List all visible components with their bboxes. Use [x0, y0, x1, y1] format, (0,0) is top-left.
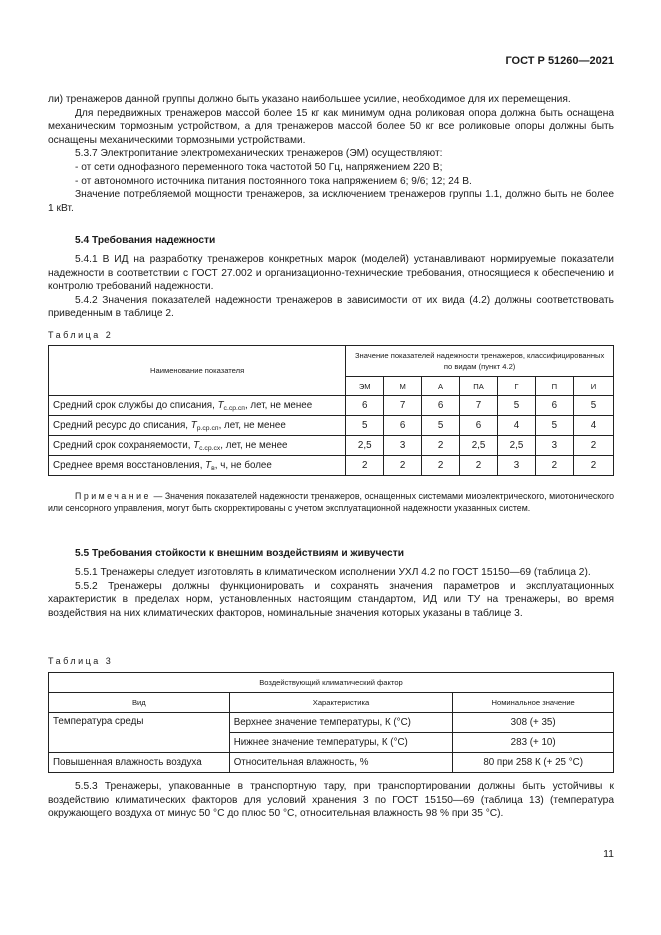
row-name-sub: в: [211, 465, 215, 472]
row-name-sym: T: [190, 420, 197, 431]
row-name-sym: T: [193, 440, 200, 451]
page-number: 11: [603, 848, 614, 860]
document-id-header: ГОСТ Р 51260—2021: [505, 55, 614, 67]
row-name-post: , лет, не менее: [218, 420, 286, 431]
section-5-4: [48, 253, 614, 321]
paragraph: ли) тренажеров данной группы должно быть указано наибольшее усилие, необходимое для их перемещения.: [48, 94, 571, 105]
table-2-value-cell: 2,5: [460, 436, 498, 456]
paragraph: Для передвижных тренажеров массой более 15 кг как минимум одна роликовая опора должна быть оснащена механическим тормозным устройством, а для тренажеров массой более 50 кг все роликовые опоры должны быть оснащены механическими тормозными устройствами.: [48, 107, 614, 146]
row-name-pre: Среднее время восстановления,: [53, 460, 206, 471]
table-2-value-cell: 6: [460, 416, 498, 436]
table-2-value-cell: 5: [535, 416, 573, 436]
table-2-value-cell: 7: [460, 396, 498, 416]
table-2-type-header: ЭМ: [346, 377, 384, 396]
table-2-row-name: [49, 456, 346, 476]
table-3-header-kind: Вид: [49, 693, 230, 713]
table-2-value-cell: 2: [346, 456, 384, 476]
table-2-note: [48, 490, 614, 515]
table-2-value-cell: 4: [498, 416, 536, 436]
table-3-cell-nominal: 80 при 258 К (+ 25 °С): [453, 753, 614, 773]
note-label: Примечание: [75, 491, 151, 501]
table-2-type-header: П: [535, 377, 573, 396]
table-2-value-cell: 2,5: [498, 436, 536, 456]
table-3-cell-nominal: 308 (+ 35): [453, 713, 614, 733]
row-name-sub: р.ср.сп: [196, 425, 219, 432]
table-2-value-cell: 3: [535, 436, 573, 456]
table-2-value-cell: 2: [422, 456, 460, 476]
section-5-5-3: [48, 780, 614, 821]
note-text: — Значения показателей надежности тренажеров, оснащенных системами миоэлектрического, миотонического или сенсорного управления, могут быть скорректированы с учетом эксплуатационной надежности указанных систем.: [48, 491, 614, 514]
table-2-value-cell: 7: [384, 396, 422, 416]
table-3-caption: Таблица 3: [48, 656, 114, 666]
paragraph: 5.4.1 В ИД на разработку тренажеров конкретных марок (моделей) устанавливают нормируемые показатели надежности в соответствии с ГОСТ 27.002 и организационно-технические требования, относящиеся к обеспечению и контролю требований надежности.: [48, 254, 614, 293]
paragraph: 5.5.2 Тренажеры должны функционировать и сохранять значения параметров и эксплуатационных характеристик в пределах норм, установленных настоящим стандартом, ИД или ТУ на тренажеры, во время воздействия на них климатических факторов, номинальные значения которых указаны в таблице 3.: [48, 580, 614, 619]
table-row: [49, 456, 614, 476]
paragraph: 5.5.1 Тренажеры следует изготовлять в климатическом исполнении УХЛ 4.2 по ГОСТ 15150—69 (таблица 2).: [75, 567, 591, 578]
table-2-type-header: Г: [498, 377, 536, 396]
section-5-5: [48, 566, 614, 620]
table-2-value-cell: 6: [535, 396, 573, 416]
table-2-value-cell: 6: [384, 416, 422, 436]
table-3-cell-characteristic: Верхнее значение температуры, К (°С): [229, 713, 453, 733]
row-name-pre: Средний срок сохраняемости,: [53, 440, 194, 451]
table-2-value-cell: 2: [422, 436, 460, 456]
table-row: [49, 396, 614, 416]
table-2-row-name: [49, 396, 346, 416]
row-name-pre: Средний ресурс до списания,: [53, 420, 191, 431]
table-2-value-cell: 5: [498, 396, 536, 416]
paragraph: 5.4.2 Значения показателей надежности тренажеров в зависимости от их вида (4.2) должны соответствовать приведенным в таблице 2.: [48, 294, 614, 320]
paragraph: Значение потребляемой мощности тренажеров, за исключением тренажеров группы 1.1, должно быть не более 1 кВт.: [48, 189, 614, 214]
row-name-post: , ч, не более: [214, 460, 272, 471]
row-name-pre: Средний срок службы до списания,: [53, 400, 218, 411]
table-3-group-header: Воздействующий климатический фактор: [49, 673, 614, 693]
table-3-cell-kind: Повышенная влажность воздуха: [49, 753, 230, 773]
table-3-cell-kind: Температура среды: [49, 713, 230, 753]
table-2-value-cell: 2: [573, 456, 613, 476]
table-2-value-cell: 3: [384, 436, 422, 456]
table-2-value-cell: 2: [460, 456, 498, 476]
table-2-value-cell: 3: [498, 456, 536, 476]
section-heading-5-5: 5.5 Требования стойкости к внешним воздействиям и живучести: [75, 548, 404, 559]
table-2-header-values: Значение показателей надежности тренажеров, классифицированных по видам (пункт 4.2): [346, 346, 614, 377]
table-3-header-characteristic: Характеристика: [229, 693, 453, 713]
list-item: - от автономного источника питания постоянного тока напряжением 6; 9/6; 12; 24 В.: [75, 175, 472, 187]
table-2-row-name: [49, 416, 346, 436]
table-2-value-cell: 2: [535, 456, 573, 476]
row-name-sym: T: [217, 400, 224, 411]
table-3: [48, 672, 614, 773]
table-2: [48, 345, 614, 476]
table-2-header-name: Наименование показателя: [49, 346, 346, 396]
table-2-value-cell: 2,5: [346, 436, 384, 456]
table-row: [49, 436, 614, 456]
table-2-value-cell: 5: [573, 396, 613, 416]
table-3-cell-characteristic: Относительная влажность, %: [229, 753, 453, 773]
section-heading-5-4: 5.4 Требования надежности: [75, 235, 216, 246]
table-2-type-header: М: [384, 377, 422, 396]
row-name-sym: T: [205, 460, 212, 471]
table-row: [49, 416, 614, 436]
table-2-value-cell: 5: [346, 416, 384, 436]
table-2-value-cell: 6: [346, 396, 384, 416]
table-2-value-cell: 4: [573, 416, 613, 436]
table-2-value-cell: 2: [573, 436, 613, 456]
paragraph: 5.5.3 Тренажеры, упакованные в транспортную тару, при транспортировании должны быть устойчивы к воздействию климатических факторов для условий хранения 3 по ГОСТ 15150—69 (таблица 13) (температура окружающего воздуха от минус 50 °С до плюс 50 °С, относительная влажность 98 % при 35 °С).: [48, 781, 614, 820]
table-2-type-header: ПА: [460, 377, 498, 396]
table-3-cell-nominal: 283 (+ 10): [453, 733, 614, 753]
row-name-sub: с.ср.сп: [223, 405, 245, 412]
row-name-sub: с.ср.сх: [199, 445, 221, 452]
table-2-value-cell: 5: [422, 416, 460, 436]
table-2-type-header: А: [422, 377, 460, 396]
table-2-caption: Таблица 2: [48, 330, 114, 340]
paragraph: 5.3.7 Электропитание электромеханических тренажеров (ЭМ) осуществляют:: [75, 148, 443, 160]
table-2-type-header: И: [573, 377, 613, 396]
row-name-post: , лет, не менее: [244, 400, 313, 411]
row-name-post: , лет, не менее: [220, 440, 288, 451]
table-2-value-cell: 2: [384, 456, 422, 476]
table-3-cell-characteristic: Нижнее значение температуры, К (°С): [229, 733, 453, 753]
section-5-3-continued: [48, 93, 614, 215]
table-2-row-name: [49, 436, 346, 456]
table-2-value-cell: 6: [422, 396, 460, 416]
table-3-header-nominal: Номинальное значение: [453, 693, 614, 713]
list-item: - от сети однофазного переменного тока частотой 50 Гц, напряжением 220 В;: [75, 161, 443, 173]
